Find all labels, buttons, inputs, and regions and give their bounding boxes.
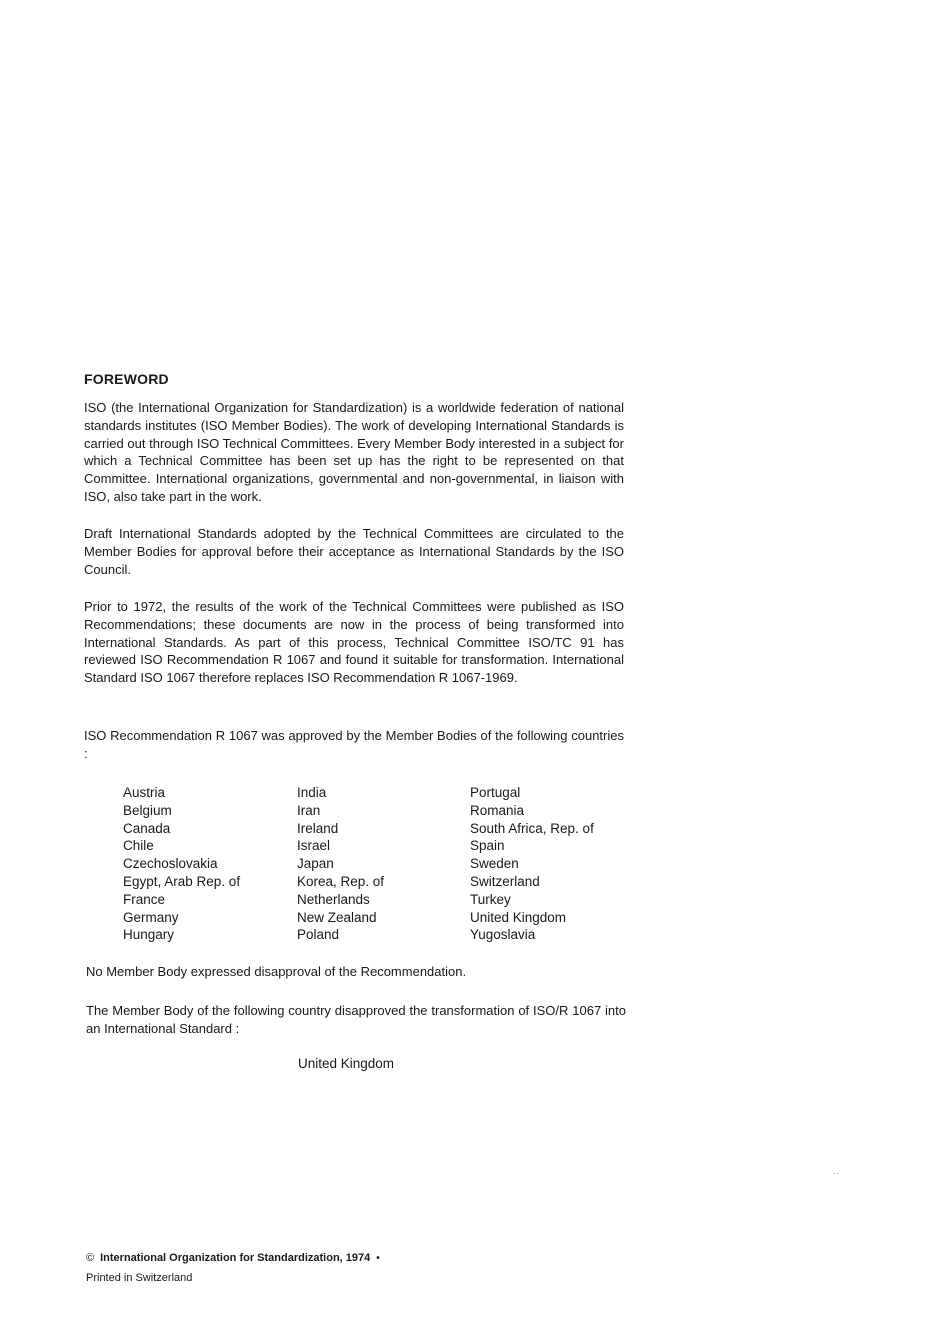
countries-column-1	[123, 784, 240, 944]
country-item: Korea, Rep. of	[297, 873, 385, 889]
country-item: Iran	[297, 802, 321, 818]
country-item: Belgium	[123, 802, 172, 818]
foreword-paragraph-2: Draft International Standards adopted by the Technical Committees are circulated to the Member Bodies for approval before their acceptance as International Standards by the ISO Council.	[84, 526, 624, 577]
country-item: Germany	[123, 909, 179, 925]
bullet-icon: •	[376, 1253, 380, 1264]
printed-in-line: Printed in Switzerland	[86, 1272, 193, 1284]
country-item: Poland	[297, 927, 340, 943]
country-item: New Zealand	[297, 909, 377, 925]
foreword-paragraph-3: Prior to 1972, the results of the work of the Technical Committees were published as ISO Recommendations; these documents are now in the process of being transformed into International Standards. As part of this process, Technical Committee ISO/TC 91 has reviewed ISO Recommendation R 1067 and found it suitable for transformation. International Standard ISO 1067 therefore replaces ISO Recommendation R 1067-1969.	[84, 599, 624, 686]
country-item: Spain	[470, 838, 505, 854]
no-disapproval-statement: No Member Body expressed disapproval of the Recommendation.	[86, 964, 467, 979]
foreword-heading: FOREWORD	[84, 371, 169, 387]
country-item: Israel	[297, 838, 331, 854]
foreword-paragraph-1: ISO (the International Organization for Standardization) is a worldwide federation of national standards institutes (ISO Member Bodies). The work of developing International Standards is carried out through ISO Technical Committees. Every Member Body interested in a subject for which a Technical Committee has been set up has the right to be represented on that Committee. International organizations, governmental and non-governmental, in liaison with ISO, also take part in the work.	[84, 400, 624, 504]
copyright-text: International Organization for Standardization, 1974	[100, 1252, 371, 1264]
country-item: Canada	[123, 820, 171, 836]
country-item: Chile	[123, 838, 154, 854]
country-item: Switzerland	[470, 873, 540, 889]
country-item: Sweden	[470, 856, 519, 872]
country-item: Netherlands	[297, 891, 370, 907]
country-item: Turkey	[470, 891, 511, 907]
country-item: Austria	[123, 785, 166, 800]
country-item: Japan	[297, 856, 334, 872]
disapproving-country: United Kingdom	[298, 1056, 395, 1071]
disapproval-intro-paragraph: The Member Body of the following country disapproved the transformation of ISO/R 1067 into an International Standard :	[86, 1003, 626, 1036]
countries-column-3	[470, 784, 594, 944]
scan-speck: ··	[833, 1168, 839, 1178]
country-item: India	[297, 785, 327, 800]
country-item: Hungary	[123, 927, 175, 943]
country-item: Yugoslavia	[470, 927, 536, 943]
country-item: Czechoslovakia	[123, 856, 218, 872]
country-item: Ireland	[297, 820, 339, 836]
country-item: Portugal	[470, 785, 521, 800]
country-item: France	[123, 891, 166, 907]
country-item: United Kingdom	[470, 909, 567, 925]
country-item: Egypt, Arab Rep. of	[123, 873, 241, 889]
country-item: Romania	[470, 802, 525, 818]
copyright-line	[86, 1252, 380, 1264]
countries-column-2	[297, 784, 384, 944]
approval-intro-paragraph: ISO Recommendation R 1067 was approved by the Member Bodies of the following countries :	[84, 728, 624, 761]
copyright-icon: ©	[86, 1252, 95, 1264]
country-item: South Africa, Rep. of	[470, 820, 594, 836]
